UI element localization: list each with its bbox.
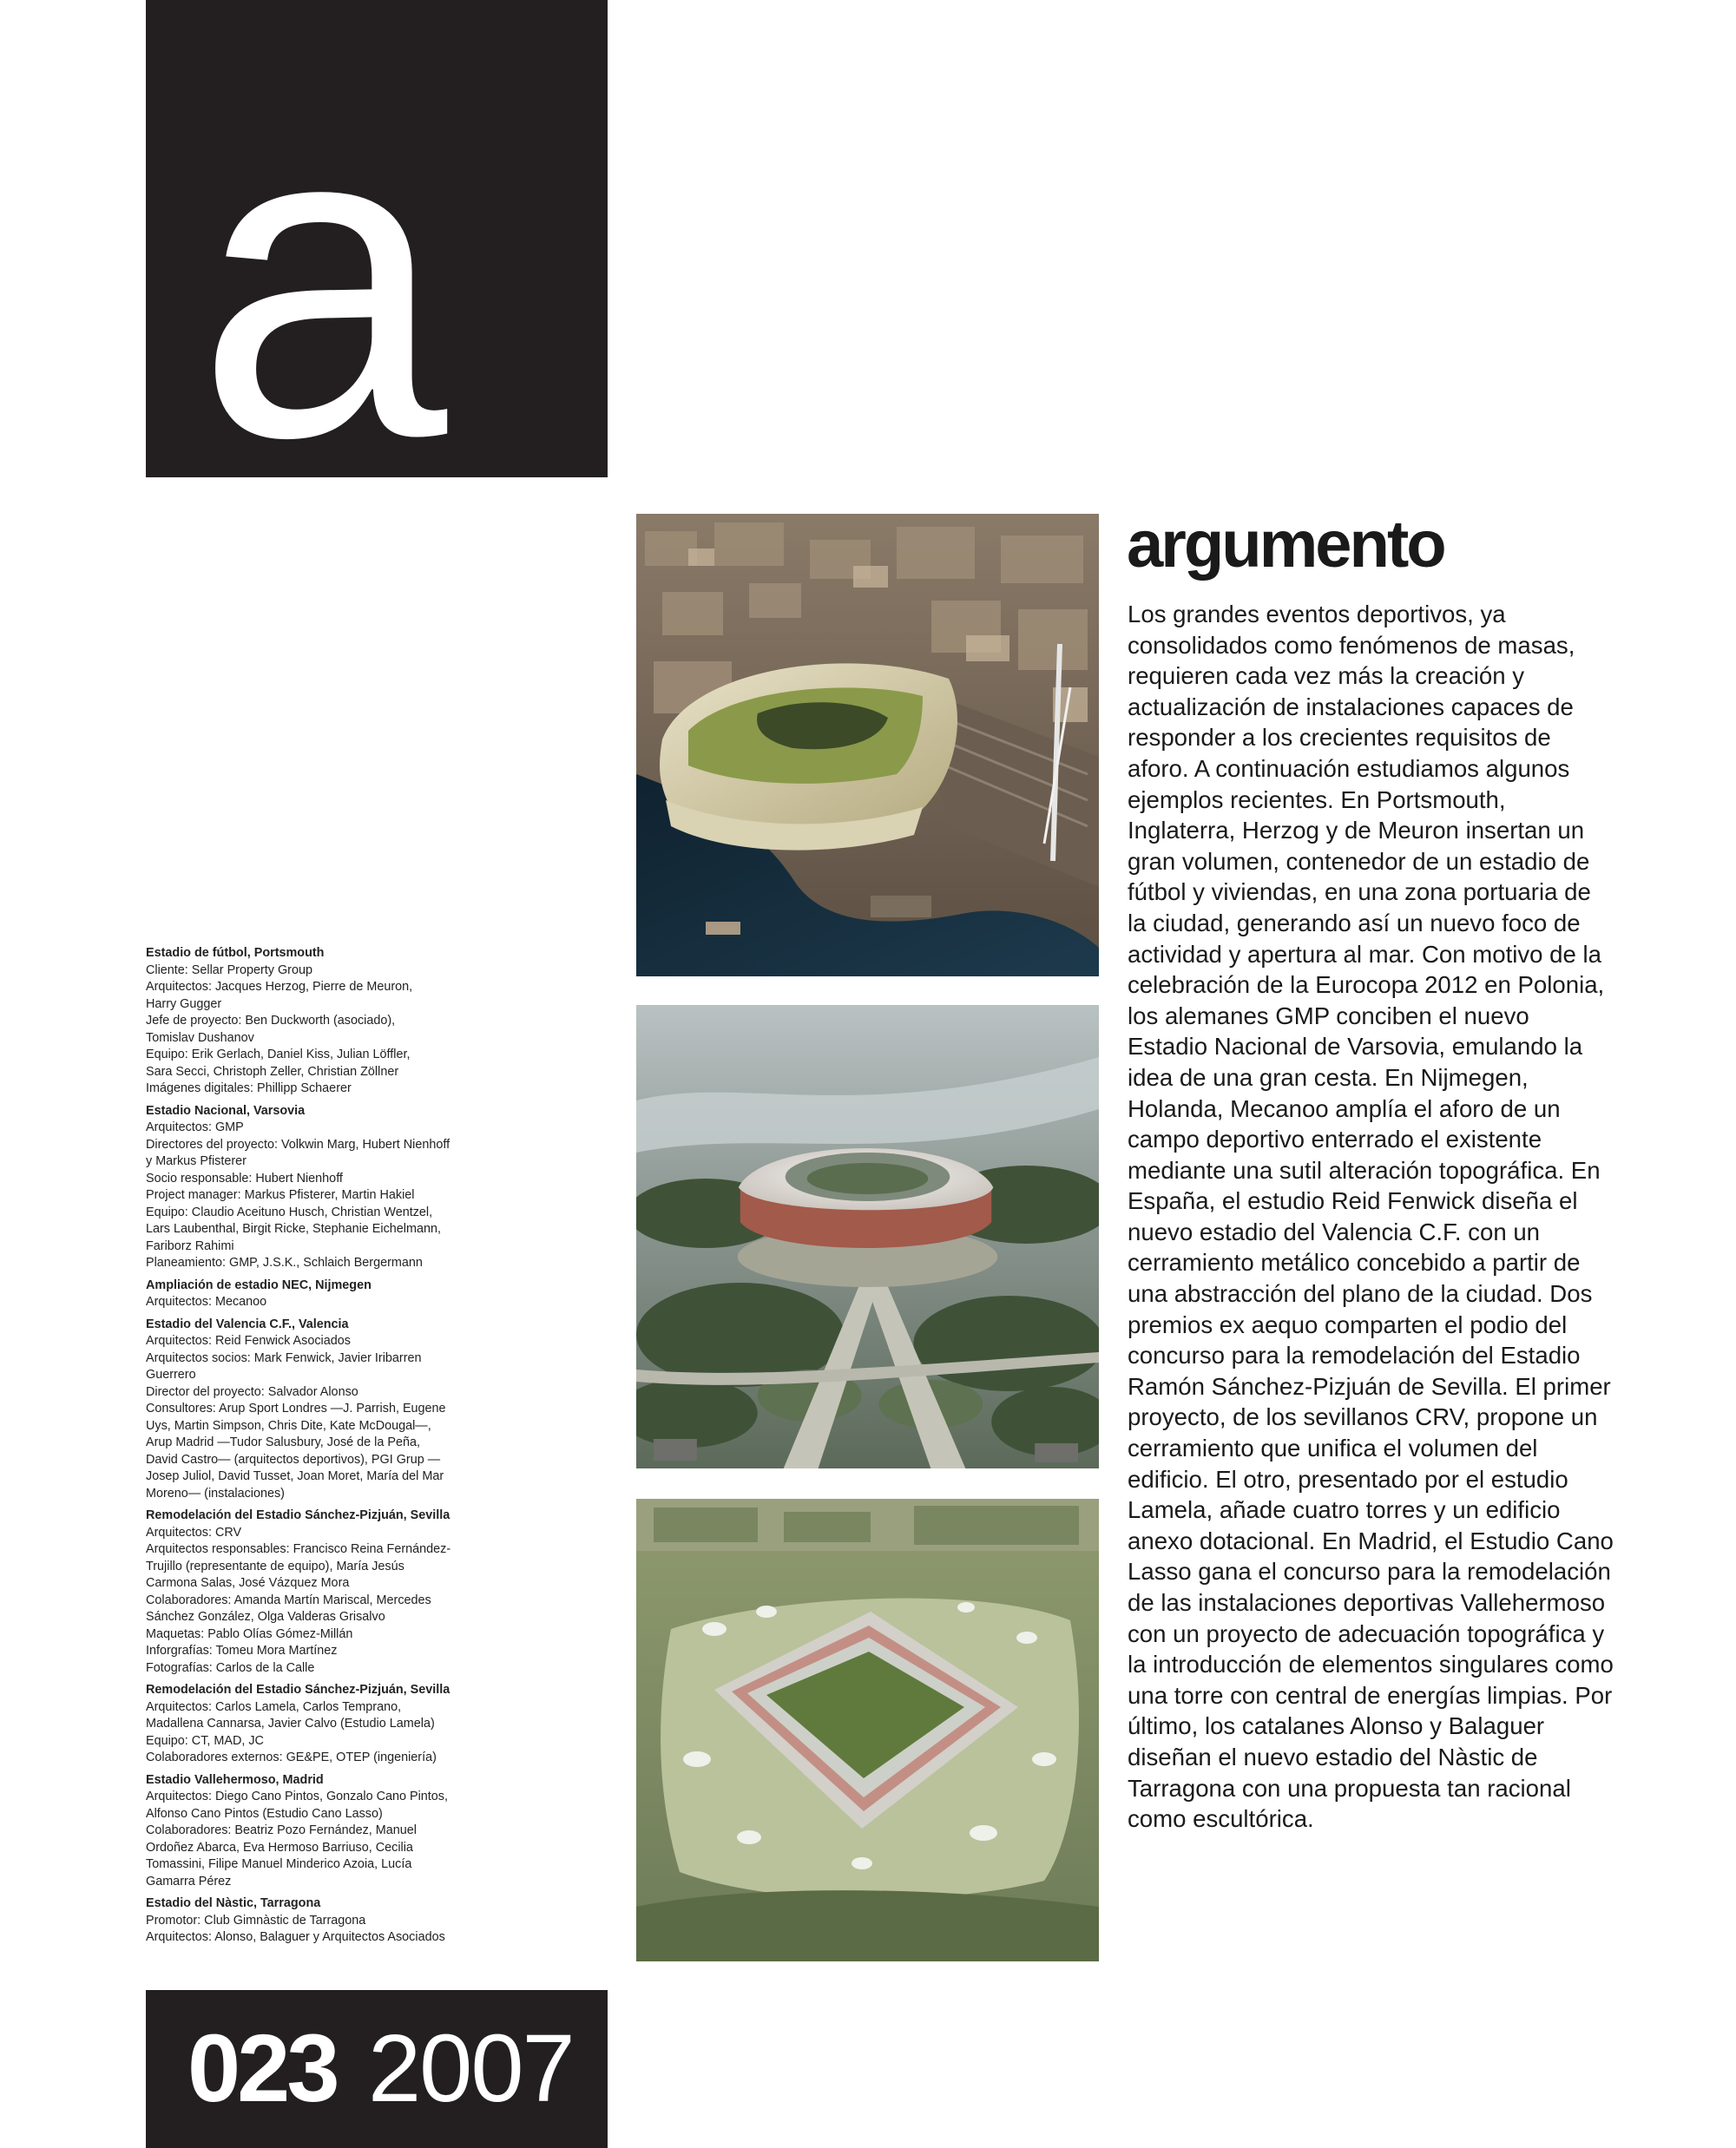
- credit-title: Estadio Nacional, Varsovia: [146, 1103, 306, 1118]
- credit-line: Jefe de proyecto: Ben Duckworth (asociado),: [146, 1014, 396, 1028]
- credit-line: Moreno— (instalaciones): [146, 1486, 285, 1501]
- credit-line: Madallena Cannarsa, Javier Calvo (Estudio Lamela): [146, 1717, 435, 1731]
- credit-title: Ampliación de estadio NEC, Nijmegen: [146, 1278, 372, 1292]
- credit-line: Alfonso Cano Pintos (Estudio Cano Lasso): [146, 1806, 383, 1821]
- credit-title: Estadio Vallehermoso, Madrid: [146, 1772, 324, 1787]
- photo-warsaw-stadium: [636, 1005, 1099, 1468]
- credit-line: Colaboradores: Beatriz Pozo Fernández, Manuel: [146, 1823, 417, 1837]
- credit-line: Arquitectos: Alonso, Balaguer y Arquitectos Asociados: [146, 1930, 445, 1944]
- credit-line: Arquitectos: Jacques Herzog, Pierre de Meuron,: [146, 980, 413, 994]
- credit-group: [146, 1508, 493, 1677]
- credit-line: Arquitectos: Mecanoo: [146, 1295, 267, 1309]
- credit-line: Sánchez González, Olga Valderas Grisalvo: [146, 1610, 385, 1624]
- credits-column: [146, 945, 493, 1952]
- credit-line: Socio responsable: Hubert Nienhoff: [146, 1171, 343, 1186]
- credit-line: Colaboradores: Amanda Martín Mariscal, Mercedes: [146, 1593, 431, 1607]
- credit-line: Arquitectos: CRV: [146, 1525, 242, 1540]
- credit-group: [146, 1317, 493, 1503]
- credit-line: Maquetas: Pablo Olías Gómez-Millán: [146, 1626, 353, 1641]
- credit-title: Remodelación del Estadio Sánchez-Pizjuán, Sevilla: [146, 1683, 450, 1697]
- credit-line: Gamarra Pérez: [146, 1874, 232, 1889]
- credit-line: Josep Juliol, David Tusset, Joan Moret, María del Mar: [146, 1469, 444, 1483]
- logo-block: [146, 0, 608, 477]
- credit-line: Arup Madrid —Tudor Salusbury, José de la Peña,: [146, 1435, 420, 1449]
- credit-line: Carmona Salas, José Vázquez Mora: [146, 1576, 350, 1590]
- credit-line: Uys, Martin Simpson, Chris Dite, Kate McDougal—,: [146, 1418, 431, 1433]
- credit-group: [146, 1103, 493, 1272]
- credit-line: Director del proyecto: Salvador Alonso: [146, 1384, 358, 1399]
- credit-line: y Markus Pfisterer: [146, 1154, 247, 1168]
- issue-block: [146, 1990, 608, 2148]
- credit-line: Equipo: Claudio Aceituno Husch, Christian Wentzel,: [146, 1205, 433, 1219]
- credit-line: Arquitectos: GMP: [146, 1120, 244, 1134]
- nijmegen-aerial-image: [636, 1499, 1099, 1961]
- credit-group: [146, 945, 493, 1098]
- credit-line: Tomassini, Filipe Manuel Minderico Azoia, Lucía: [146, 1857, 412, 1871]
- logo-letter: a: [196, 27, 439, 477]
- credit-line: Directores del proyecto: Volkwin Marg, Hubert Nienhoff: [146, 1137, 450, 1152]
- credit-line: Guerrero: [146, 1368, 196, 1382]
- credit-line: Arquitectos: Reid Fenwick Asociados: [146, 1334, 351, 1348]
- credit-line: Ordoñez Abarca, Eva Hermoso Barriuso, Cecilia: [146, 1840, 413, 1855]
- article-heading: argumento: [1127, 508, 1444, 581]
- credit-line: Arquitectos responsables: Francisco Reina Fernández-: [146, 1542, 451, 1556]
- credit-line: Promotor: Club Gimnàstic de Tarragona: [146, 1913, 366, 1928]
- photo-nijmegen-stadium: [636, 1499, 1099, 1961]
- credit-title: Estadio del Valencia C.F., Valencia: [146, 1317, 349, 1331]
- credit-group: [146, 1278, 493, 1311]
- credit-line: Arquitectos socios: Mark Fenwick, Javier Iribarren: [146, 1350, 422, 1365]
- credit-group: [146, 1682, 493, 1767]
- issue-number: 023: [187, 2015, 337, 2122]
- credit-group: [146, 1895, 493, 1947]
- credit-line: Cliente: Sellar Property Group: [146, 962, 312, 977]
- credit-line: Arquitectos: Diego Cano Pintos, Gonzalo Cano Pintos,: [146, 1790, 448, 1803]
- credit-line: Arquitectos: Carlos Lamela, Carlos Temprano,: [146, 1699, 402, 1714]
- credit-line: Fotografías: Carlos de la Calle: [146, 1660, 315, 1675]
- photo-portsmouth-stadium: [636, 514, 1099, 976]
- credit-line: Tomislav Dushanov: [146, 1030, 254, 1045]
- credit-line: Colaboradores externos: GE&PE, OTEP (ingeniería): [146, 1751, 437, 1764]
- credit-line: Consultores: Arup Sport Londres —J. Parrish, Eugene: [146, 1402, 446, 1416]
- credit-line: Planeamiento: GMP, J.S.K., Schlaich Bergermann: [146, 1256, 423, 1270]
- credit-title: Estadio del Nàstic, Tarragona: [146, 1896, 321, 1910]
- credit-title: Remodelación del Estadio Sánchez-Pizjuán, Sevilla: [146, 1508, 450, 1522]
- credit-line: Project manager: Markus Pfisterer, Martin Hakiel: [146, 1188, 415, 1202]
- credit-group: [146, 1772, 493, 1891]
- warsaw-aerial-image: [636, 1005, 1099, 1468]
- credit-line: David Castro— (arquitectos deportivos), PGI Grup —: [146, 1452, 441, 1467]
- credit-line: Equipo: CT, MAD, JC: [146, 1733, 264, 1748]
- credit-line: Imágenes digitales: Phillipp Schaerer: [146, 1081, 352, 1095]
- issue-year: 2007: [368, 2015, 574, 2122]
- credit-title: Estadio de fútbol, Portsmouth: [146, 946, 325, 960]
- portsmouth-aerial-image: [636, 514, 1099, 976]
- credit-line: Equipo: Erik Gerlach, Daniel Kiss, Julian Löffler,: [146, 1048, 411, 1061]
- credit-line: Lars Laubenthal, Birgit Ricke, Stephanie Eichelmann,: [146, 1222, 441, 1236]
- credit-line: Harry Gugger: [146, 996, 222, 1011]
- article-body: Los grandes eventos deportivos, ya consolidados como fenómenos de masas, requieren cada vez más la creación y actualización de instalaciones capaces de responder a los crecientes requisitos de aforo. A continuación estudiamos algunos ejemplos recientes. En Portsmouth, Inglaterra, Herzog y de Meuron insertan un gran volumen, contenedor de un estadio de fútbol y viviendas, en una zona portuaria de la ciudad, generando así un nuevo foco de actividad y apertura al mar. Con motivo de la celebración de la Eurocopa 2012 en Polonia, los alemanes GMP conciben el nuevo Estadio Nacional de Varsovia, emulando la idea de una gran cesta. En Nijmegen, Holanda, Mecanoo amplía el aforo de un campo deportivo enterrado el existente mediante una sutil alteración topográfica. En España, el estudio Reid Fenwick diseña el nuevo estadio del Valencia C.F. con un cerramiento metálico concebido a partir de una abstracción del plano de la ciudad. Dos premios ex aequo comparten el podio del concurso para la remodelación del Estadio Ramón Sánchez-Pizjuán de Sevilla. El primer proyecto, de los sevillanos CRV, propone un cerramiento que unifica el volumen del edificio. El otro, presentado por el estudio Lamela, añade cuatro torres y un edificio anexo dotacional. En Madrid, el Estudio Cano Lasso gana el concurso para la remodelación de las instalaciones deportivas Vallehermoso con un proyecto de adecuación topográfica y la introducción de elementos singulares como una torre con central de energías limpias. Por último, los catalanes Alonso y Balaguer diseñan el nuevo estadio del Nàstic de Tarragona con una propuesta tan racional como escultórica.: [1128, 601, 1614, 1833]
- credit-line: Sara Secci, Christoph Zeller, Christian Zöllner: [146, 1064, 399, 1079]
- credit-line: Trujillo (representante de equipo), María Jesús: [146, 1559, 404, 1573]
- credit-line: Inforgrafías: Tomeu Mora Martínez: [146, 1644, 338, 1658]
- credit-line: Fariborz Rahimi: [146, 1238, 234, 1253]
